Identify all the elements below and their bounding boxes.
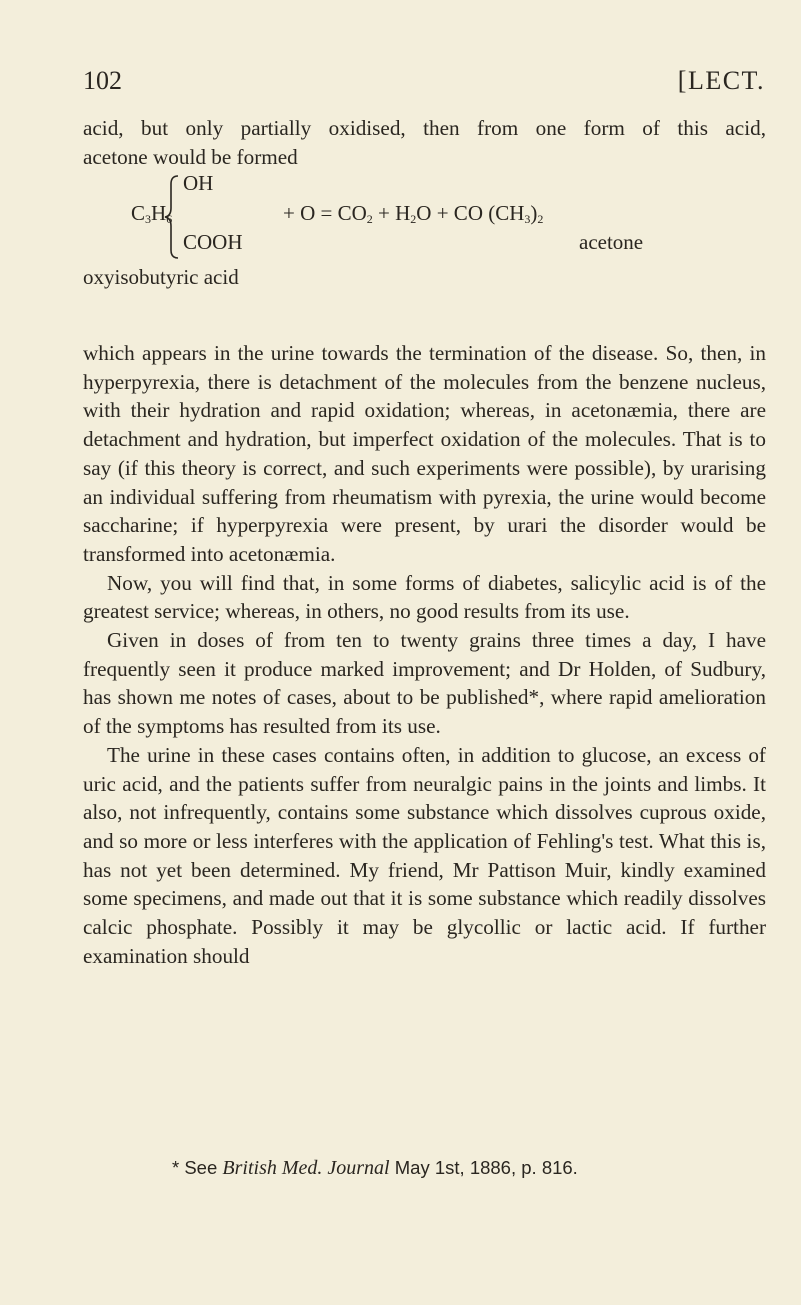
intro-line-2: acetone would be formed — [83, 144, 298, 169]
equation-rhs: + $O = CO_2 + H_2O$ + CO $(CH_3)_2$ — [283, 201, 544, 226]
footnote-journal: British Med. Journal — [222, 1157, 390, 1179]
paragraph-4: The urine in these cases contains often, in addition to glucose, an excess of uric acid, and the patients suffer from neuralgic pains in the joints and limbs. It also, not infrequently, contains some substance which dissolves cuprous oxide, and so more or less interferes with the application of Fehling's test. What this is, has not yet been determined. My friend, Mr Pattison Muir, kindly examined some specimens, and made out that it is some substance which readily dissolves calcic phosphate. Possibly it may be glycollic or lactic acid. If further examination should — [83, 742, 766, 968]
equation-oh: OH — [183, 171, 214, 195]
page-number: 102 — [83, 66, 122, 95]
equation-reactant-label: oxyisobutyric acid — [83, 265, 239, 289]
footnote — [172, 1156, 578, 1180]
intro-line-1: acid, but only partially oxidised, then from one form of this acid, — [83, 116, 766, 140]
chemical-equation — [83, 170, 766, 310]
main-text — [83, 339, 766, 970]
footnote-citation: May 1st, 1886, p. 816. — [394, 1157, 578, 1178]
paragraph-3: Given in doses of from ten to twenty grains three times a day, I have frequently seen it produce marked improvement; and Dr Holden, of Sudbury, has shown me notes of cases, about to be published*, where rapid amelioration of the symptoms has resulted from its use. — [83, 628, 766, 739]
intro-text — [83, 114, 766, 171]
equation-c3h6: $C_3H_6$ — [131, 201, 173, 226]
paragraph-2: Now, you will find that, in some forms of diabetes, salicylic acid is of the greatest service; whereas, in others, no good results from its use. — [83, 570, 766, 624]
paragraph-1: which appears in the urine towards the termination of the disease. So, then, in hyperpyrexia, there is detachment of the molecules from the benzene nucleus, with their hydration and rapid oxidation; whereas, in acetonæmia, there are detachment and hydration, but imperfect oxidation of the molecules. That is to say (if this theory is correct, and such experiments were possible), by urarising an individual suffering from rheumatism with pyrexia, the urine would become saccharine; if hyperpyrexia were present, by urari the disorder would be transformed into acetonæmia. — [83, 341, 766, 566]
equation-cooh: COOH — [183, 230, 243, 254]
equation-acetone-label: acetone — [579, 230, 644, 254]
page-header — [83, 64, 765, 98]
section-label: [LECT. — [677, 66, 765, 95]
footnote-marker: * — [172, 1157, 180, 1178]
footnote-see: See — [184, 1157, 218, 1178]
